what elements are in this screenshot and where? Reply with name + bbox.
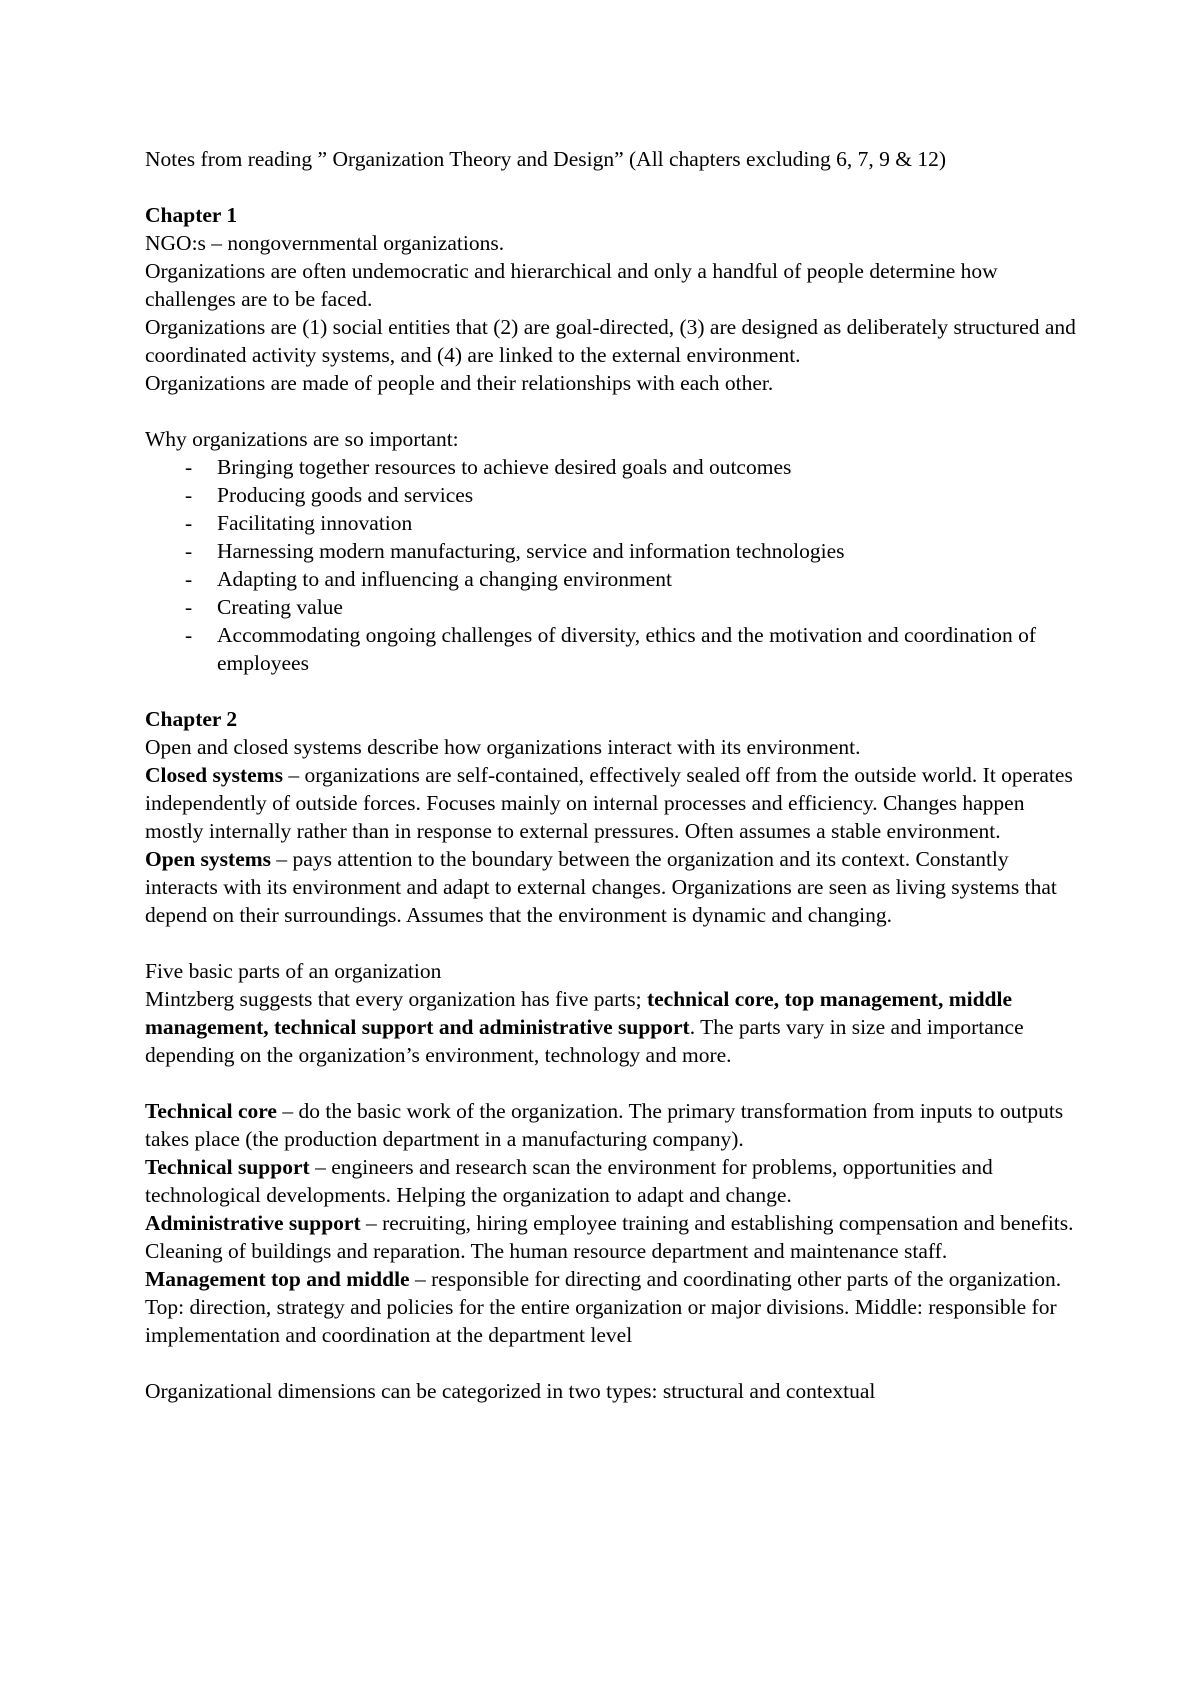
list-item-text: Bringing together resources to achieve desired goals and outcomes [217,455,792,479]
technical-support-paragraph [145,1153,1085,1209]
management-text: – responsible for directing and coordinating other parts of the organization. Top: direction, strategy and policies for the entire organization or major divisions. Middle: responsible for implementation and coordination at the department level [145,1267,1062,1347]
paragraph-undemocratic: Organizations are often undemocratic and hierarchical and only a handful of people determine how challenges are to be faced. [145,259,998,311]
paragraph-ngo: NGO:s – nongovernmental organizations. [145,231,505,255]
list-item [145,481,1085,509]
management-term: Management top and middle [145,1267,410,1291]
technical-core-paragraph [145,1097,1085,1153]
spacer [145,173,1085,201]
technical-support-text: – engineers and research scan the environment for problems, opportunities and technological developments. Helping the organization to adapt and change. [145,1155,993,1207]
closed-systems-term: Closed systems [145,763,283,787]
document-title: Notes from reading ” Organization Theory and Design” (All chapters excluding 6, 7, 9 & 12) [145,147,947,171]
dash-bullet: - [185,595,193,619]
list-item-text: Facilitating innovation [217,511,413,535]
mintzberg-text-after: . The parts vary in size and importance depending on the organization’s environment, technology and more. [145,1015,1024,1067]
administrative-support-text: – recruiting, hiring employee training and establishing compensation and benefits. Cleaning of buildings and reparation. The human resource department and maintenance staff. [145,1211,1074,1263]
mintzberg-text-before: Mintzberg suggests that every organization has five parts; [145,987,647,1011]
list-item [145,565,1085,593]
importance-intro: Why organizations are so important: [145,427,459,451]
chapter-1-heading: Chapter 1 [145,203,238,227]
open-systems-paragraph [145,845,1085,929]
open-systems-term: Open systems [145,847,272,871]
spacer [145,1349,1085,1377]
mintzberg-paragraph [145,985,1085,1069]
dash-bullet: - [185,483,193,507]
spacer [145,397,1085,425]
closed-systems-paragraph [145,761,1085,845]
administrative-support-paragraph [145,1209,1085,1265]
technical-support-term: Technical support [145,1155,310,1179]
list-item-text: Producing goods and services [217,483,474,507]
list-item [145,537,1085,565]
mintzberg-parts-bold: technical core, top management, middle management, technical support and administrative support [145,987,1013,1039]
document-page [145,145,1085,1405]
spacer [145,1069,1085,1097]
list-item [145,621,1085,677]
systems-intro: Open and closed systems describe how organizations interact with its environment. [145,735,861,759]
technical-core-text: – do the basic work of the organization. The primary transformation from inputs to outputs takes place (the production department in a manufacturing company). [145,1099,1064,1151]
chapter-2-heading: Chapter 2 [145,707,238,731]
open-systems-text: – pays attention to the boundary between the organization and its context. Constantly interacts with its environment and adapt to external changes. Organizations are seen as living systems that depend on their surroundings. Assumes that the environment is dynamic and changing. [145,847,1057,927]
list-item [145,593,1085,621]
list-item-text: Accommodating ongoing challenges of diversity, ethics and the motivation and coordination of employees [217,623,1036,675]
list-item-text: Adapting to and influencing a changing environment [217,567,672,591]
importance-list [145,453,1085,677]
dash-bullet: - [185,567,193,591]
closed-systems-text: – organizations are self-contained, effectively sealed off from the outside world. It operates independently of outside forces. Focuses mainly on internal processes and efficiency. Changes happen mostly internally rather than in response to external pressures. Often assumes a stable environment. [145,763,1073,843]
management-paragraph [145,1265,1085,1349]
administrative-support-term: Administrative support [145,1211,361,1235]
list-item [145,453,1085,481]
technical-core-term: Technical core [145,1099,277,1123]
spacer [145,929,1085,957]
dimensions-paragraph: Organizational dimensions can be categorized in two types: structural and contextual [145,1379,876,1403]
dash-bullet: - [185,539,193,563]
paragraph-definition: Organizations are (1) social entities that (2) are goal-directed, (3) are designed as deliberately structured and coordinated activity systems, and (4) are linked to the external environment. [145,315,1076,367]
dash-bullet: - [185,511,193,535]
dash-bullet: - [185,623,193,647]
list-item-text: Creating value [217,595,343,619]
spacer [145,677,1085,705]
list-item-text: Harnessing modern manufacturing, service and information technologies [217,539,845,563]
dash-bullet: - [185,455,193,479]
five-parts-heading: Five basic parts of an organization [145,959,442,983]
paragraph-people: Organizations are made of people and their relationships with each other. [145,371,774,395]
list-item [145,509,1085,537]
